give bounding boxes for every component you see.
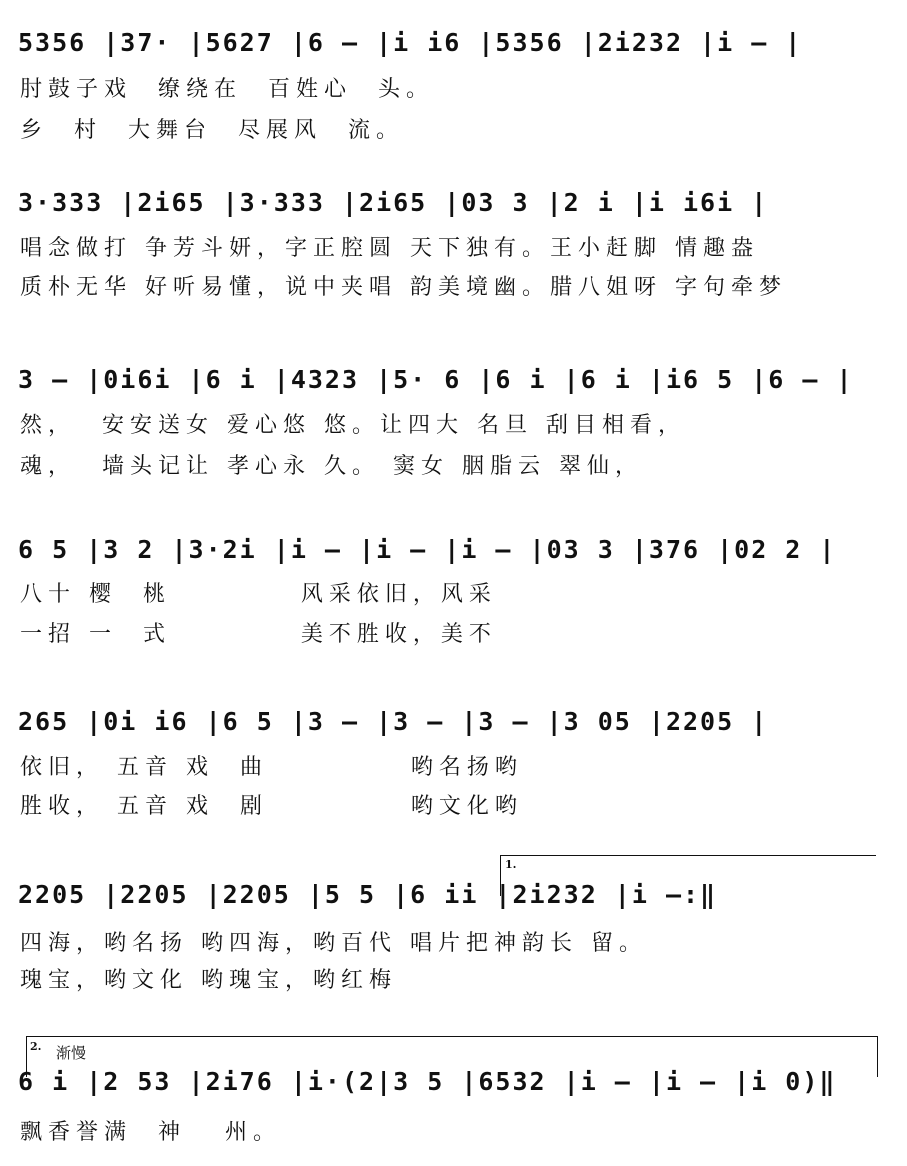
lyrics-verse-2: 质朴无华 好听易懂，说中夹唱 韵美境幽。腊八姐呀 字句牵梦 [20, 275, 787, 300]
notation-line-5: 265 |0i i6 |6 5 |3 – |3 – |3 – |3 05 |2205 | [18, 707, 769, 736]
lyrics-verse-2: 乡 村 大舞台 尽展风 流。 [20, 118, 404, 143]
notation-line-4: 6 5 |3 2 |3·2i |i – |i – |i – |03 3 |376 |02 2 | [18, 535, 837, 564]
notation-line-2: 3·333 |2i65 |3·333 |2i65 |03 3 |2 i |i i6i | [18, 188, 769, 217]
lyrics-verse-2: 瑰宝，哟文化 哟瑰宝，哟红梅 [20, 968, 397, 993]
notation-line-7: 6 i |2 53 |2i76 |i·(2|3 5 |6532 |i – |i – |i 0)‖ [18, 1067, 837, 1096]
notation-line-3: 3 – |0i6i |6 i |4323 |5· 6 |6 i |6 i |i6 5 |6 – | [18, 365, 854, 394]
lyrics-verse-1: 唱念做打 争芳斗妍，字正腔圆 天下独有。王小赶脚 情趣盎 [20, 236, 759, 261]
lyrics-verse-2: 胜收， 五音 戏 剧 哟文化哟 [20, 794, 523, 819]
volta-1-label: 1. [505, 858, 517, 871]
lyrics-verse-2: 一招 一 式 美不胜收，美不 [20, 622, 497, 647]
lyrics-verse-1: 肘鼓子戏 缭绕在 百姓心 头。 [20, 77, 434, 102]
lyrics-verse-1: 飘香誉满 神 州。 [20, 1120, 281, 1145]
lyrics-verse-1: 四海，哟名扬 哟四海，哟百代 唱片把神韵长 留。 [20, 931, 647, 956]
lyrics-verse-1: 然， 安安送女 爱心悠 悠。让四大 名旦 刮目相看， [20, 413, 686, 438]
lyrics-verse-1: 八十 樱 桃 风采依旧，风采 [20, 582, 497, 607]
tempo-marking: 渐慢 [56, 1044, 87, 1062]
notation-line-1: 5356 |37· |5627 |6 – |i i6 |5356 |2i232 |i – | [18, 28, 803, 57]
notation-line-6: 2205 |2205 |2205 |5 5 |6 ii |2i232 |i –:‖ [18, 880, 718, 909]
lyrics-verse-1: 依旧， 五音 戏 曲 哟名扬哟 [20, 755, 523, 780]
lyrics-verse-2: 魂， 墙头记让 孝心永 久。 窦女 胭脂云 翠仙， [20, 454, 643, 479]
volta-2-label: 2. [30, 1040, 42, 1053]
